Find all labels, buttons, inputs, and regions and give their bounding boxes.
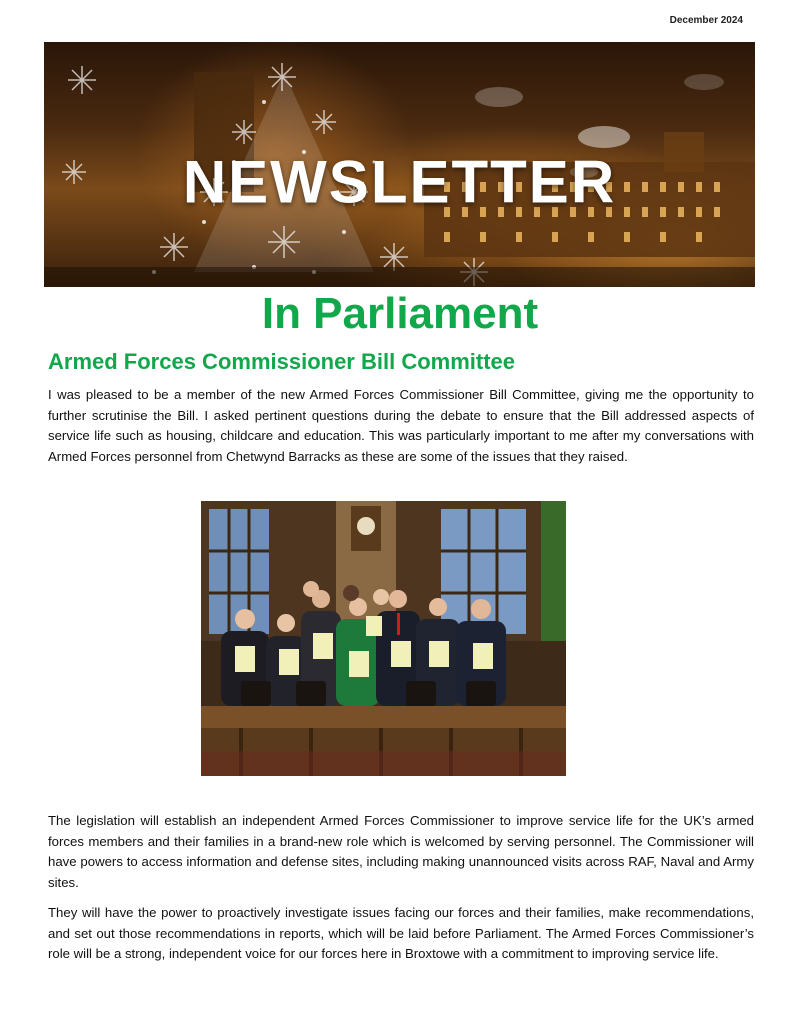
article-paragraph-3: They will have the power to proactively investigate issues facing our forces and their families, make recommendations, and set out those recommendations in reports, which will be laid before Parliament. The Armed Forces Commissioner’s role will be a strong, independent voice for our forces here in Broxtowe with a commitment to improving service life. — [48, 905, 754, 961]
newsletter-date: December 2024 — [669, 15, 743, 26]
newsletter-banner — [44, 42, 755, 287]
banner-title: NEWSLETTER — [182, 148, 617, 216]
article-paragraph-2: The legislation will establish an independent Armed Forces Commissioner to improve service life for the UK’s armed forces members and their families in a brand-new role which is welcomed by serving personnel. The Commissioner will have powers to access information and defense sites, including making unannounced visits across RAF, Naval and Army sites. — [48, 813, 754, 890]
article-heading: Armed Forces Commissioner Bill Committee — [48, 349, 516, 374]
section-title: In Parliament — [261, 289, 539, 338]
article-paragraph-1: I was pleased to be a member of the new Armed Forces Commissioner Bill Committee, giving me the opportunity to further scrutinise the Bill. I asked pertinent questions during the debate to ensure that the Bill addressed aspects of service life such as housing, childcare and education. This was particularly important to me after my conversations with Armed Forces personnel from Chetwynd Barracks as these are some of the issues that they raised. — [48, 387, 754, 464]
committee-group-photo — [201, 501, 566, 776]
